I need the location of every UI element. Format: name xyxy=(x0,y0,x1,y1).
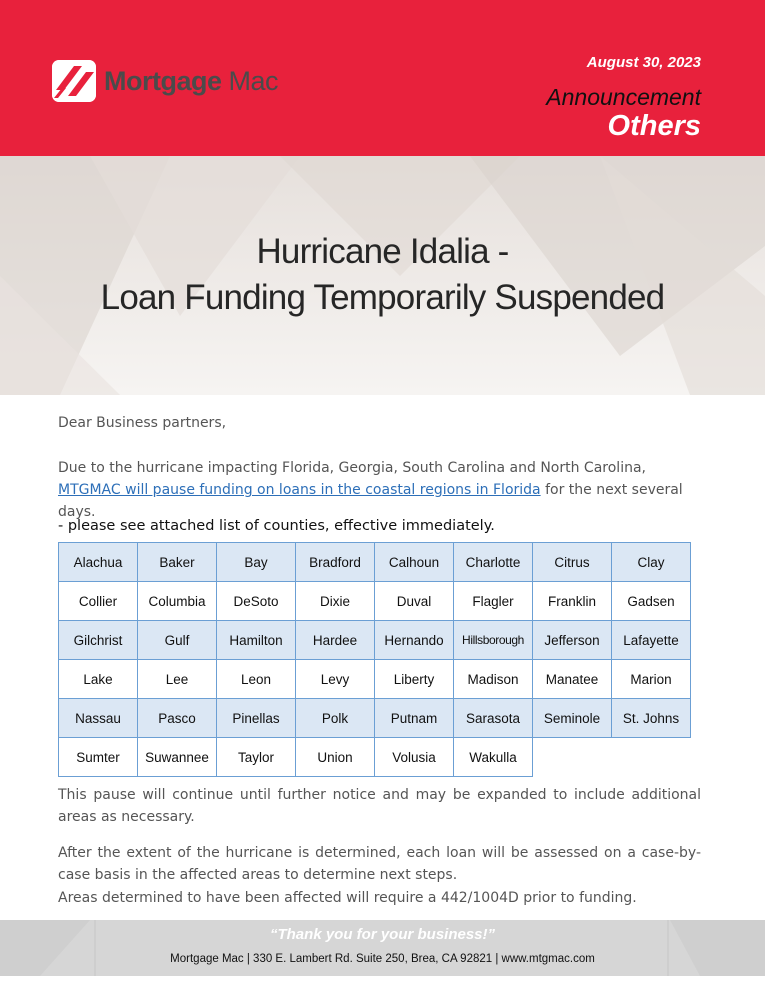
county-cell: Union xyxy=(296,738,375,777)
county-cell: Bradford xyxy=(296,543,375,582)
county-cell: Manatee xyxy=(533,660,612,699)
requirement-note: Areas determined to have been affected will require a 442/1004D prior to funding. xyxy=(58,890,637,906)
county-cell: Putnam xyxy=(375,699,454,738)
footer-bar xyxy=(0,920,765,976)
banner-pattern xyxy=(0,156,765,395)
table-row xyxy=(59,621,691,660)
header-bar xyxy=(0,0,765,156)
company-logo[interactable] xyxy=(52,60,278,102)
announcement-category: Others xyxy=(607,110,701,142)
county-cell: Sarasota xyxy=(454,699,533,738)
logo-wordmark xyxy=(104,66,278,97)
county-cell: Lake xyxy=(59,660,138,699)
county-cell: St. Johns xyxy=(612,699,691,738)
county-cell: Collier xyxy=(59,582,138,621)
empty-cell xyxy=(533,738,612,777)
assessment-note: After the extent of the hurricane is determined, each loan will be assessed on a case-by-case basis in the affected areas to determine next steps. xyxy=(58,845,701,883)
county-cell: Baker xyxy=(138,543,217,582)
county-cell: Columbia xyxy=(138,582,217,621)
intro-tail: for the next several days. xyxy=(58,482,683,520)
pause-note: This pause will continue until further notice and may be expanded to include additional areas as necessary. xyxy=(58,787,701,825)
county-cell: Sumter xyxy=(59,738,138,777)
county-cell: Lee xyxy=(138,660,217,699)
county-cell: Hardee xyxy=(296,621,375,660)
county-cell: Hamilton xyxy=(217,621,296,660)
county-cell: Pasco xyxy=(138,699,217,738)
county-cell: Charlotte xyxy=(454,543,533,582)
county-cell: Hillsborough xyxy=(454,621,533,660)
empty-cell xyxy=(612,738,691,777)
county-cell: Dixie xyxy=(296,582,375,621)
pause-notice-link[interactable]: MTGMAC will pause funding on loans in the coastal regions in Florida xyxy=(58,482,541,498)
county-cell: Bay xyxy=(217,543,296,582)
intro-text: Due to the hurricane impacting Florida, Georgia, South Carolina and North Carolina, xyxy=(58,460,646,476)
announcement-type: Announcement xyxy=(546,84,701,110)
intro-paragraph xyxy=(58,457,701,523)
mortgage-mac-logo-icon xyxy=(52,60,96,102)
county-cell: Flagler xyxy=(454,582,533,621)
title-banner xyxy=(0,156,765,395)
county-cell: Citrus xyxy=(533,543,612,582)
county-cell: Gulf xyxy=(138,621,217,660)
county-cell: Pinellas xyxy=(217,699,296,738)
county-cell: Hernando xyxy=(375,621,454,660)
county-cell: Nassau xyxy=(59,699,138,738)
county-cell: Liberty xyxy=(375,660,454,699)
county-cell: Clay xyxy=(612,543,691,582)
county-cell: Duval xyxy=(375,582,454,621)
county-cell: Franklin xyxy=(533,582,612,621)
table-row xyxy=(59,660,691,699)
county-cell: Suwannee xyxy=(138,738,217,777)
footer-address[interactable]: Mortgage Mac | 330 E. Lambert Rd. Suite 250, Brea, CA 92821 | www.mtgmac.com xyxy=(170,953,595,965)
county-cell: Marion xyxy=(612,660,691,699)
county-cell: Taylor xyxy=(217,738,296,777)
county-cell: Jefferson xyxy=(533,621,612,660)
county-cell: Volusia xyxy=(375,738,454,777)
table-row xyxy=(59,699,691,738)
page-title-line-2: Loan Funding Temporarily Suspended xyxy=(100,278,665,317)
county-cell: Gilchrist xyxy=(59,621,138,660)
county-cell: DeSoto xyxy=(217,582,296,621)
announcement-date: August 30, 2023 xyxy=(586,54,701,71)
logo-word-bold: Mortgage xyxy=(104,65,222,96)
county-cell: Lafayette xyxy=(612,621,691,660)
table-row xyxy=(59,543,691,582)
page-title-line-1: Hurricane Idalia - xyxy=(256,232,509,271)
greeting: Dear Business partners, xyxy=(58,415,227,431)
logo-word-light: Mac xyxy=(221,65,279,96)
county-cell: Leon xyxy=(217,660,296,699)
county-list-intro: - please see attached list of counties, effective immediately. xyxy=(58,518,495,534)
county-cell: Calhoun xyxy=(375,543,454,582)
county-cell: Wakulla xyxy=(454,738,533,777)
footer-thank-you: “Thank you for your business!” xyxy=(269,926,496,943)
county-cell: Gadsen xyxy=(612,582,691,621)
county-cell: Levy xyxy=(296,660,375,699)
county-cell: Alachua xyxy=(59,543,138,582)
county-cell: Seminole xyxy=(533,699,612,738)
county-cell: Madison xyxy=(454,660,533,699)
county-cell: Polk xyxy=(296,699,375,738)
table-row xyxy=(59,582,691,621)
table-row xyxy=(59,738,691,777)
county-table xyxy=(58,542,691,777)
